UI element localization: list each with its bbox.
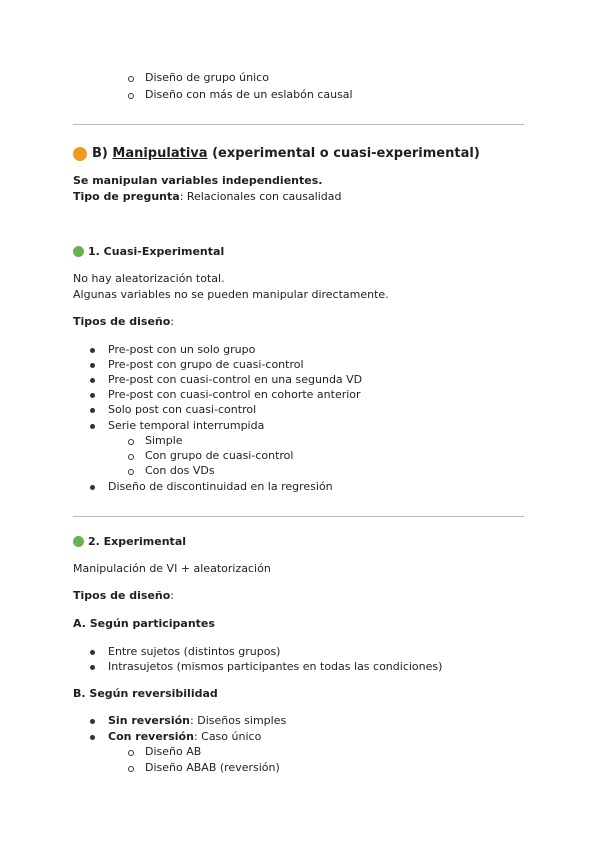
hollow-bullet-icon: [128, 469, 134, 475]
cuasi-subitem: Con dos VDs: [145, 464, 215, 477]
solid-bullet-icon: [90, 665, 95, 670]
types-label-text: Tipos de diseño: [73, 589, 171, 602]
reversibility-subitem: Diseño ABAB (reversión): [145, 761, 280, 774]
green-circle-icon: [73, 536, 84, 547]
hollow-bullet-icon: [128, 766, 134, 772]
solid-bullet-icon: [90, 348, 95, 353]
top-list-item: Diseño de grupo único: [145, 71, 269, 84]
top-list-item: Diseño con más de un eslabón causal: [145, 88, 353, 101]
participants-heading: A. Según participantes: [73, 617, 215, 630]
hollow-bullet-icon: [128, 93, 134, 99]
cuasi-list-item: Diseño de discontinuidad en la regresión: [108, 480, 333, 493]
reversibility-item: [108, 714, 286, 728]
solid-bullet-icon: [90, 424, 95, 429]
no-reversal-label: Sin reversión: [108, 714, 191, 727]
cuasi-heading: 1. Cuasi-Experimental: [88, 245, 225, 258]
section-b-line1: Se manipulan variables independientes.: [73, 174, 323, 187]
cuasi-list-item: Pre-post con grupo de cuasi-control: [108, 358, 304, 371]
green-circle-icon: [73, 246, 84, 257]
cuasi-subitem: Con grupo de cuasi-control: [145, 449, 294, 462]
solid-bullet-icon: [90, 735, 95, 740]
types-colon: :: [170, 589, 175, 602]
cuasi-paragraph: Algunas variables no se pueden manipular directamente.: [73, 288, 389, 301]
solid-bullet-icon: [90, 650, 95, 655]
solid-bullet-icon: [90, 363, 95, 368]
types-label-text: Tipos de diseño: [73, 315, 171, 328]
no-reversal-value: : Diseños simples: [190, 714, 287, 727]
cuasi-types-label: [73, 315, 174, 329]
types-colon: :: [170, 315, 175, 328]
question-type-label: Tipo de pregunta: [73, 190, 180, 203]
hollow-bullet-icon: [128, 439, 134, 445]
divider: [73, 124, 524, 125]
hollow-bullet-icon: [128, 454, 134, 460]
section-b-line2: [73, 190, 342, 204]
with-reversal-value: : Caso único: [193, 730, 262, 743]
reversibility-item: [108, 730, 261, 744]
section-b-subtitle: (experimental o cuasi-experimental): [212, 146, 480, 161]
participants-item: Entre sujetos (distintos grupos): [108, 645, 281, 658]
solid-bullet-icon: [90, 719, 95, 724]
reversibility-heading: B. Según reversibilidad: [73, 687, 218, 700]
with-reversal-label: Con reversión: [108, 730, 194, 743]
experimental-paragraph: Manipulación de VI + aleatorización: [73, 562, 271, 575]
cuasi-list-item: Pre-post con un solo grupo: [108, 343, 256, 356]
hollow-bullet-icon: [128, 76, 134, 82]
cuasi-list-item: Solo post con cuasi-control: [108, 403, 257, 416]
cuasi-subitem: Simple: [145, 434, 183, 447]
solid-bullet-icon: [90, 378, 95, 383]
section-b-title: Manipulativa: [112, 146, 208, 161]
question-type-value: : Relacionales con causalidad: [179, 190, 342, 203]
solid-bullet-icon: [90, 485, 95, 490]
section-b-heading: [92, 146, 480, 162]
solid-bullet-icon: [90, 408, 95, 413]
orange-circle-icon: [73, 147, 87, 161]
divider: [73, 516, 524, 517]
hollow-bullet-icon: [128, 750, 134, 756]
experimental-heading: 2. Experimental: [88, 535, 187, 548]
solid-bullet-icon: [90, 393, 95, 398]
cuasi-list-item: Serie temporal interrumpida: [108, 419, 265, 432]
cuasi-list-item: Pre-post con cuasi-control en una segunda VD: [108, 373, 363, 386]
reversibility-subitem: Diseño AB: [145, 745, 202, 758]
cuasi-list-item: Pre-post con cuasi-control en cohorte anterior: [108, 388, 361, 401]
section-b-prefix: B): [92, 146, 108, 161]
experimental-types-label: [73, 589, 174, 603]
cuasi-paragraph: No hay aleatorización total.: [73, 272, 225, 285]
participants-item: Intrasujetos (mismos participantes en todas las condiciones): [108, 660, 443, 673]
